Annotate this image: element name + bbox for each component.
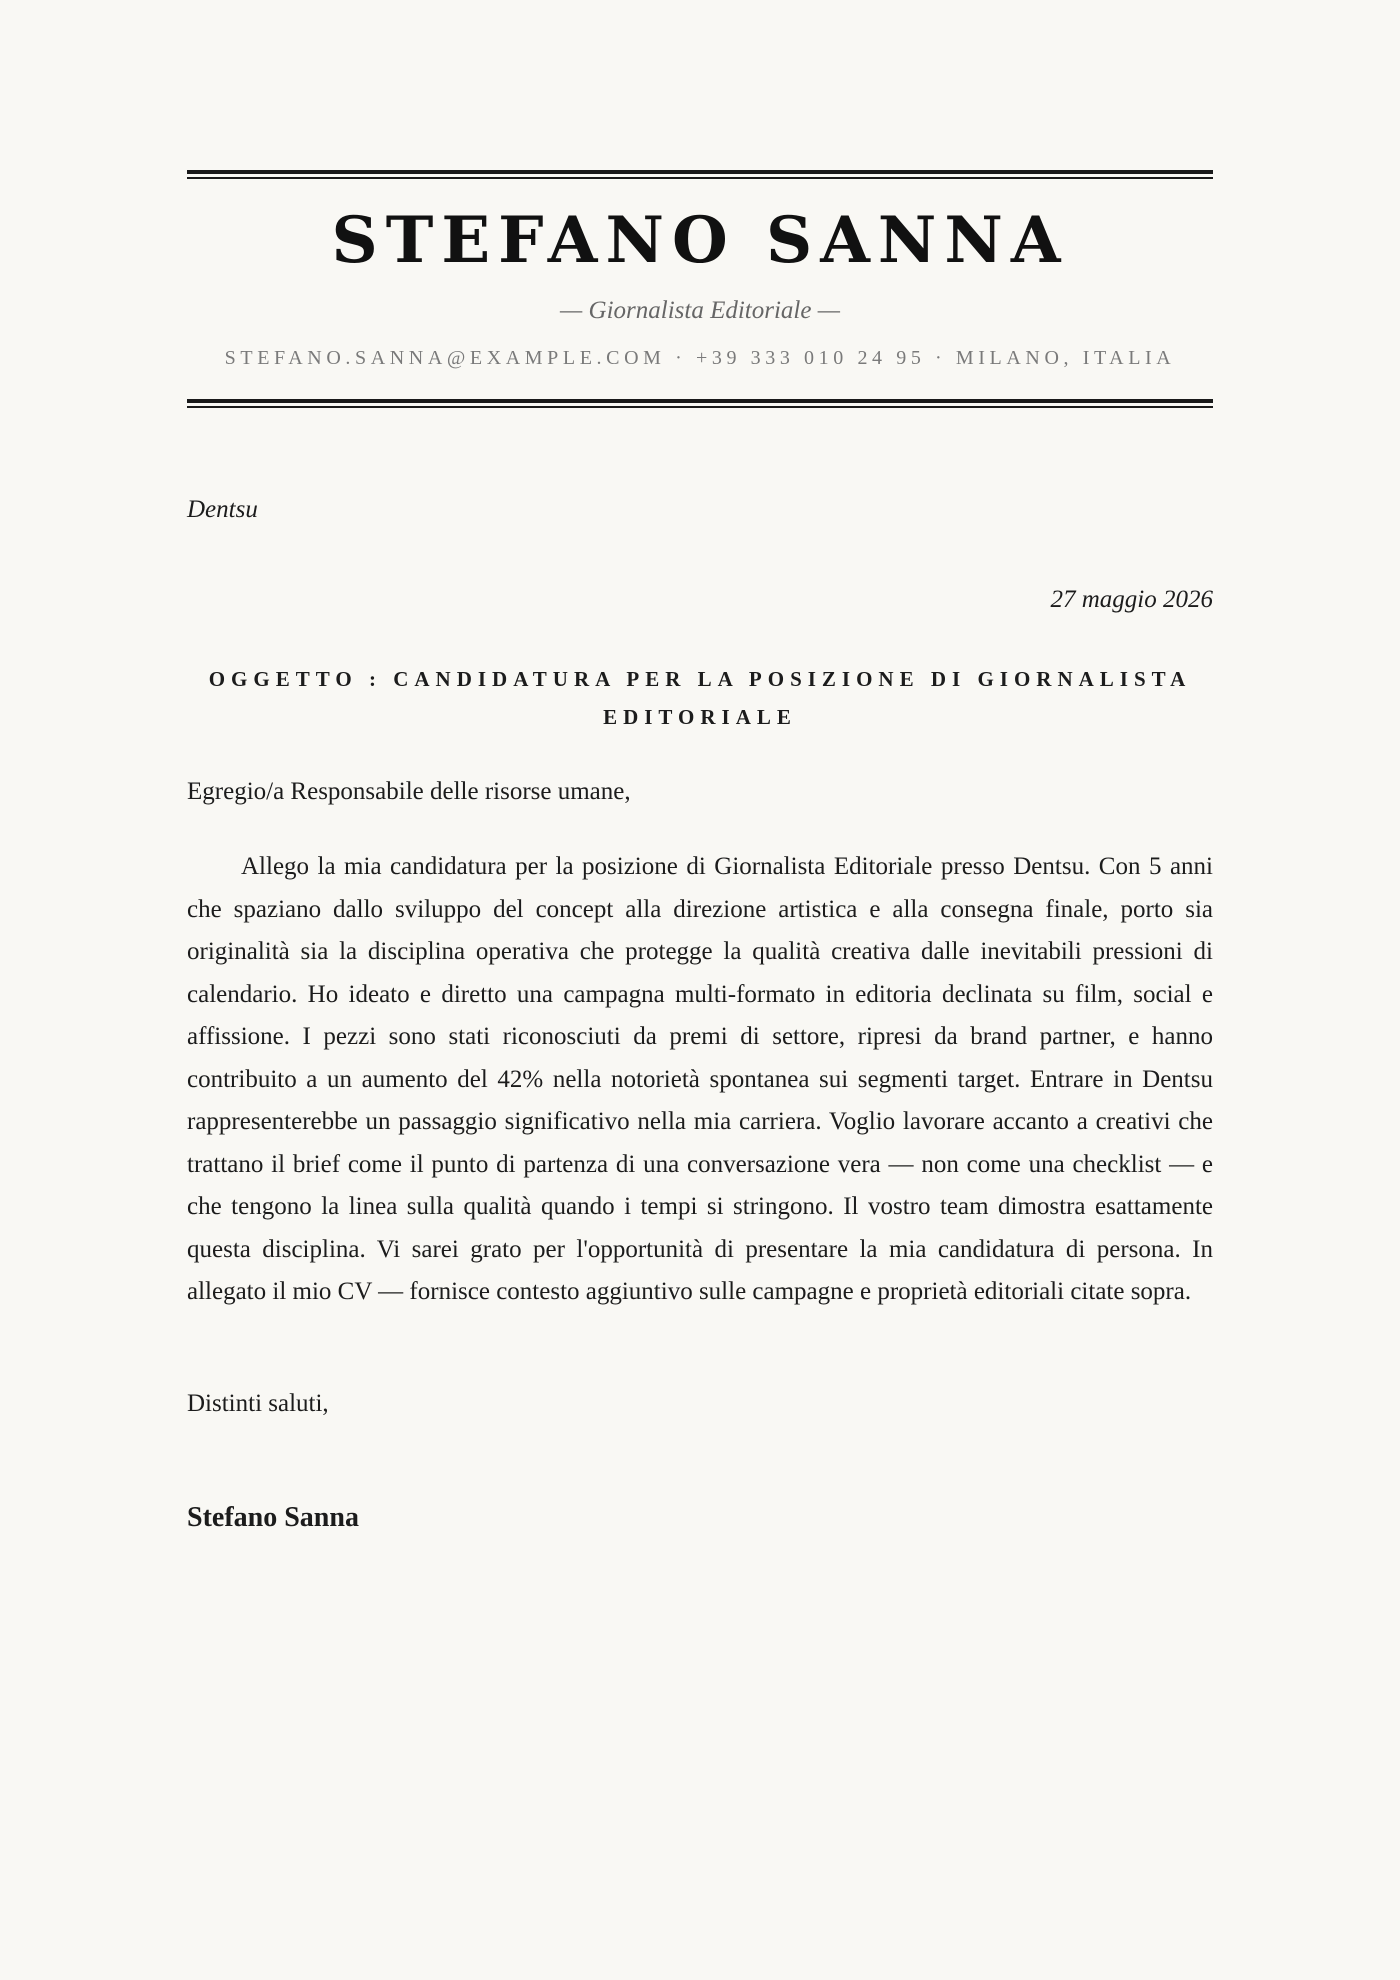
sender-name: STEFANO SANNA bbox=[331, 203, 1069, 278]
sender-role: — Giornalista Editoriale — bbox=[560, 297, 840, 324]
closing: Distinti saluti, bbox=[187, 1389, 329, 1417]
salutation: Egregio/a Responsabile delle risorse umane, bbox=[187, 778, 631, 805]
recipient: Dentsu bbox=[187, 496, 258, 523]
cover-letter-page bbox=[187, 170, 1213, 1536]
sender-contact: STEFANO.SANNA@EXAMPLE.COM · +39 333 010 24 95 · MILANO, ITALIA bbox=[224, 347, 1176, 369]
letterhead bbox=[187, 199, 1213, 373]
letter-date: 27 maggio 2026 bbox=[1050, 586, 1213, 613]
letter-body: Allego la mia candidatura per la posizione di Giornalista Editoriale presso Dentsu. Con 5 anni che spaziano dallo sviluppo del concept alla direzione artistica e alla consegna finale, porto sia originalità sia la disciplina operativa che protegge la qualità creativa dalle inevitabili pressioni di calendario. Ho ideato e diretto una campagna multi-formato in editoria declinata su film, social e affissione. I pezzi sono stati riconosciuti da premi di settore, ripresi da brand partner, e hanno contribuito a un aumento del 42% nella notorietà spontanea sui segmenti target. Entrare in Dentsu rappresenterebbe un passaggio significativo nella mia carriera. Voglio lavorare accanto a creativi che trattano il brief come il punto di partenza di una conversazione vera — non come una checklist — e che tengono la linea sulla qualità quando i tempi si stringono. Il vostro team dimostra esattamente questa disciplina. Vi sarei grato per l'opportunità di presentare la mia candidatura di persona. In allegato il mio CV — fornisce contesto aggiuntivo sulle campagne e proprietà editoriali citate sopra. bbox=[187, 853, 1213, 1305]
header-bottom-rule bbox=[187, 399, 1213, 408]
letter-subject: OGGETTO : CANDIDATURA PER LA POSIZIONE DI GIORNALISTA EDITORIALE bbox=[208, 667, 1192, 729]
header-top-rule bbox=[187, 170, 1213, 179]
signature: Stefano Sanna bbox=[187, 1501, 359, 1533]
